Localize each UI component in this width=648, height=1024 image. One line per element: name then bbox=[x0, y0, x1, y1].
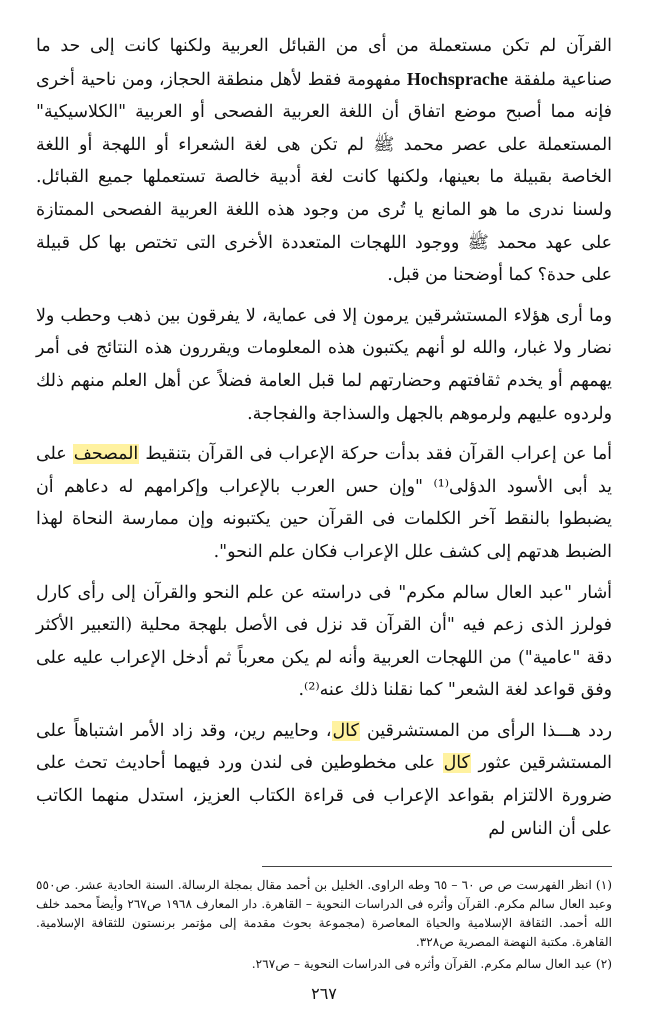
body-paragraph bbox=[36, 438, 612, 568]
page-number: ٢٦٧ bbox=[311, 984, 337, 1003]
footnotes bbox=[36, 876, 612, 977]
highlighted-term: كال bbox=[332, 720, 359, 741]
text-run: أما عن إعراب القرآن فقد بدأت حركة الإعراب فى القرآن بتنقيط bbox=[139, 444, 612, 465]
body-paragraph bbox=[36, 715, 612, 845]
text-run: ردد هـــذا الرأى من المستشرقين bbox=[359, 720, 612, 741]
body-paragraph bbox=[36, 30, 612, 292]
text-run: أشار "عبد العال سالم مكرم" فى دراسته عن علم النحو والقرآن إلى رأى كارل فولرز الذى زعم فيه "أن القرآن قد نزل فى الأصل بلهجة محلية (التعبير الأكثر دقة "عامية") من اللهجات العربية وأنه لم يكن معرباً ثم أدخل الإعراب عليه على وفق قواعد لغة الشعر" كما نقلنا ذلك عنه⁽²⁾. bbox=[36, 582, 612, 701]
body-paragraph bbox=[36, 577, 612, 707]
highlighted-term: المصحف bbox=[73, 444, 139, 465]
main-text bbox=[36, 30, 612, 853]
footnote-divider bbox=[262, 866, 612, 867]
text-run: ، وحاييم رين، وقد زاد الأمر اشتباهاً على المستشرقين عثور bbox=[36, 720, 612, 774]
text-run: مفهومة فقط لأهل منطقة الحجاز، ومن ناحية أخرى فإنه مما أصبح موضع اتفاق أن اللغة العربية الفصحى أو العربية "الكلاسيكية" المستعملة على عصر محمد ﷺ لم تكن هى لغة الشعراء أو اللهجة أو اللغة الخاصة بقبيلة ما بعينها، ولكنها كانت لغة أدبية خالصة تستعملها جميع القبائل. ولسنا ندرى ما هو المانع يا تُرى من وجود هذه اللغة العربية الفصحى الممتازة على عهد محمد ﷺ ووجود اللهجات المتعددة الأخرى التى تختص بها كل قبيلة على حدة؟ كما أوضحنا من قبل. bbox=[36, 69, 612, 286]
text-run: القرآن لم تكن مستعملة من أى من القبائل العربية ولكنها كانت إلى حد ما صناعية ملفقة bbox=[36, 36, 612, 90]
text-run: على يد أبى الأسود الدؤلى⁽¹⁾ "وإن حس العرب بالإعراب وإكرامهم له دعاهم أن يضبطوا بالنقط آخر الكلمات فى القرآن حين يكتبونه وإن ممارسة النحاة لهذا الضبط هدتهم إلى كشف علل الإعراب فكان علم النحو". bbox=[36, 444, 612, 562]
body-paragraph bbox=[36, 300, 612, 430]
footnote: (١) انظر الفهرست ص ص ٦٠ – ٦٥ وطه الراوى. الخليل بن أحمد مقال بمجلة الرسالة. السنة الحادية عشر. ص٥٥٠ وعبد العال سالم مكرم. القرآن وأثره فى الدراسات النحوية – القاهرة. دار المعارف ١٩٦٨ ص٢٦٧ وأيضاً محمد خلف الله أحمد. الثقافة الإسلامية والحياة المعاصرة (مجموعة بحوث مقدمة إلى مؤتمر برنستون للثقافة الإسلامية. القاهرة. مكتبة النهضة المصرية ص٣٢٨. bbox=[36, 878, 613, 949]
text-run: وما أرى هؤلاء المستشرقين يرمون إلا فى عماية، لا يفرقون بين ذهب وحطب ولا نضار ولا غبار، والله لو أنهم يكتبون هذه المعلومات ويقررون هذه النتائج فى أمر يهمهم أو يخدم ثقافتهم وحضارتهم لما قبل العامة فضلاً عن أهل العلم منهم ذلك ولردوه عليهم ولرموهم بالجهل والسذاجة والفجاجة. bbox=[36, 305, 612, 424]
highlighted-term: كال bbox=[443, 753, 470, 774]
footnote: (٢) عبد العال سالم مكرم. القرآن وأثره فى الدراسات النحوية – ص٢٦٧. bbox=[251, 957, 612, 971]
foreign-term: Hochsprache bbox=[406, 68, 508, 89]
text-run: على مخطوطين فى لندن ورد فيهما أحاديث تحث على ضرورة الالتزام بقواعد الإعراب فى قراءة الكتاب العزيز، استدل منهما الكاتب على أن الناس لم bbox=[36, 753, 612, 839]
